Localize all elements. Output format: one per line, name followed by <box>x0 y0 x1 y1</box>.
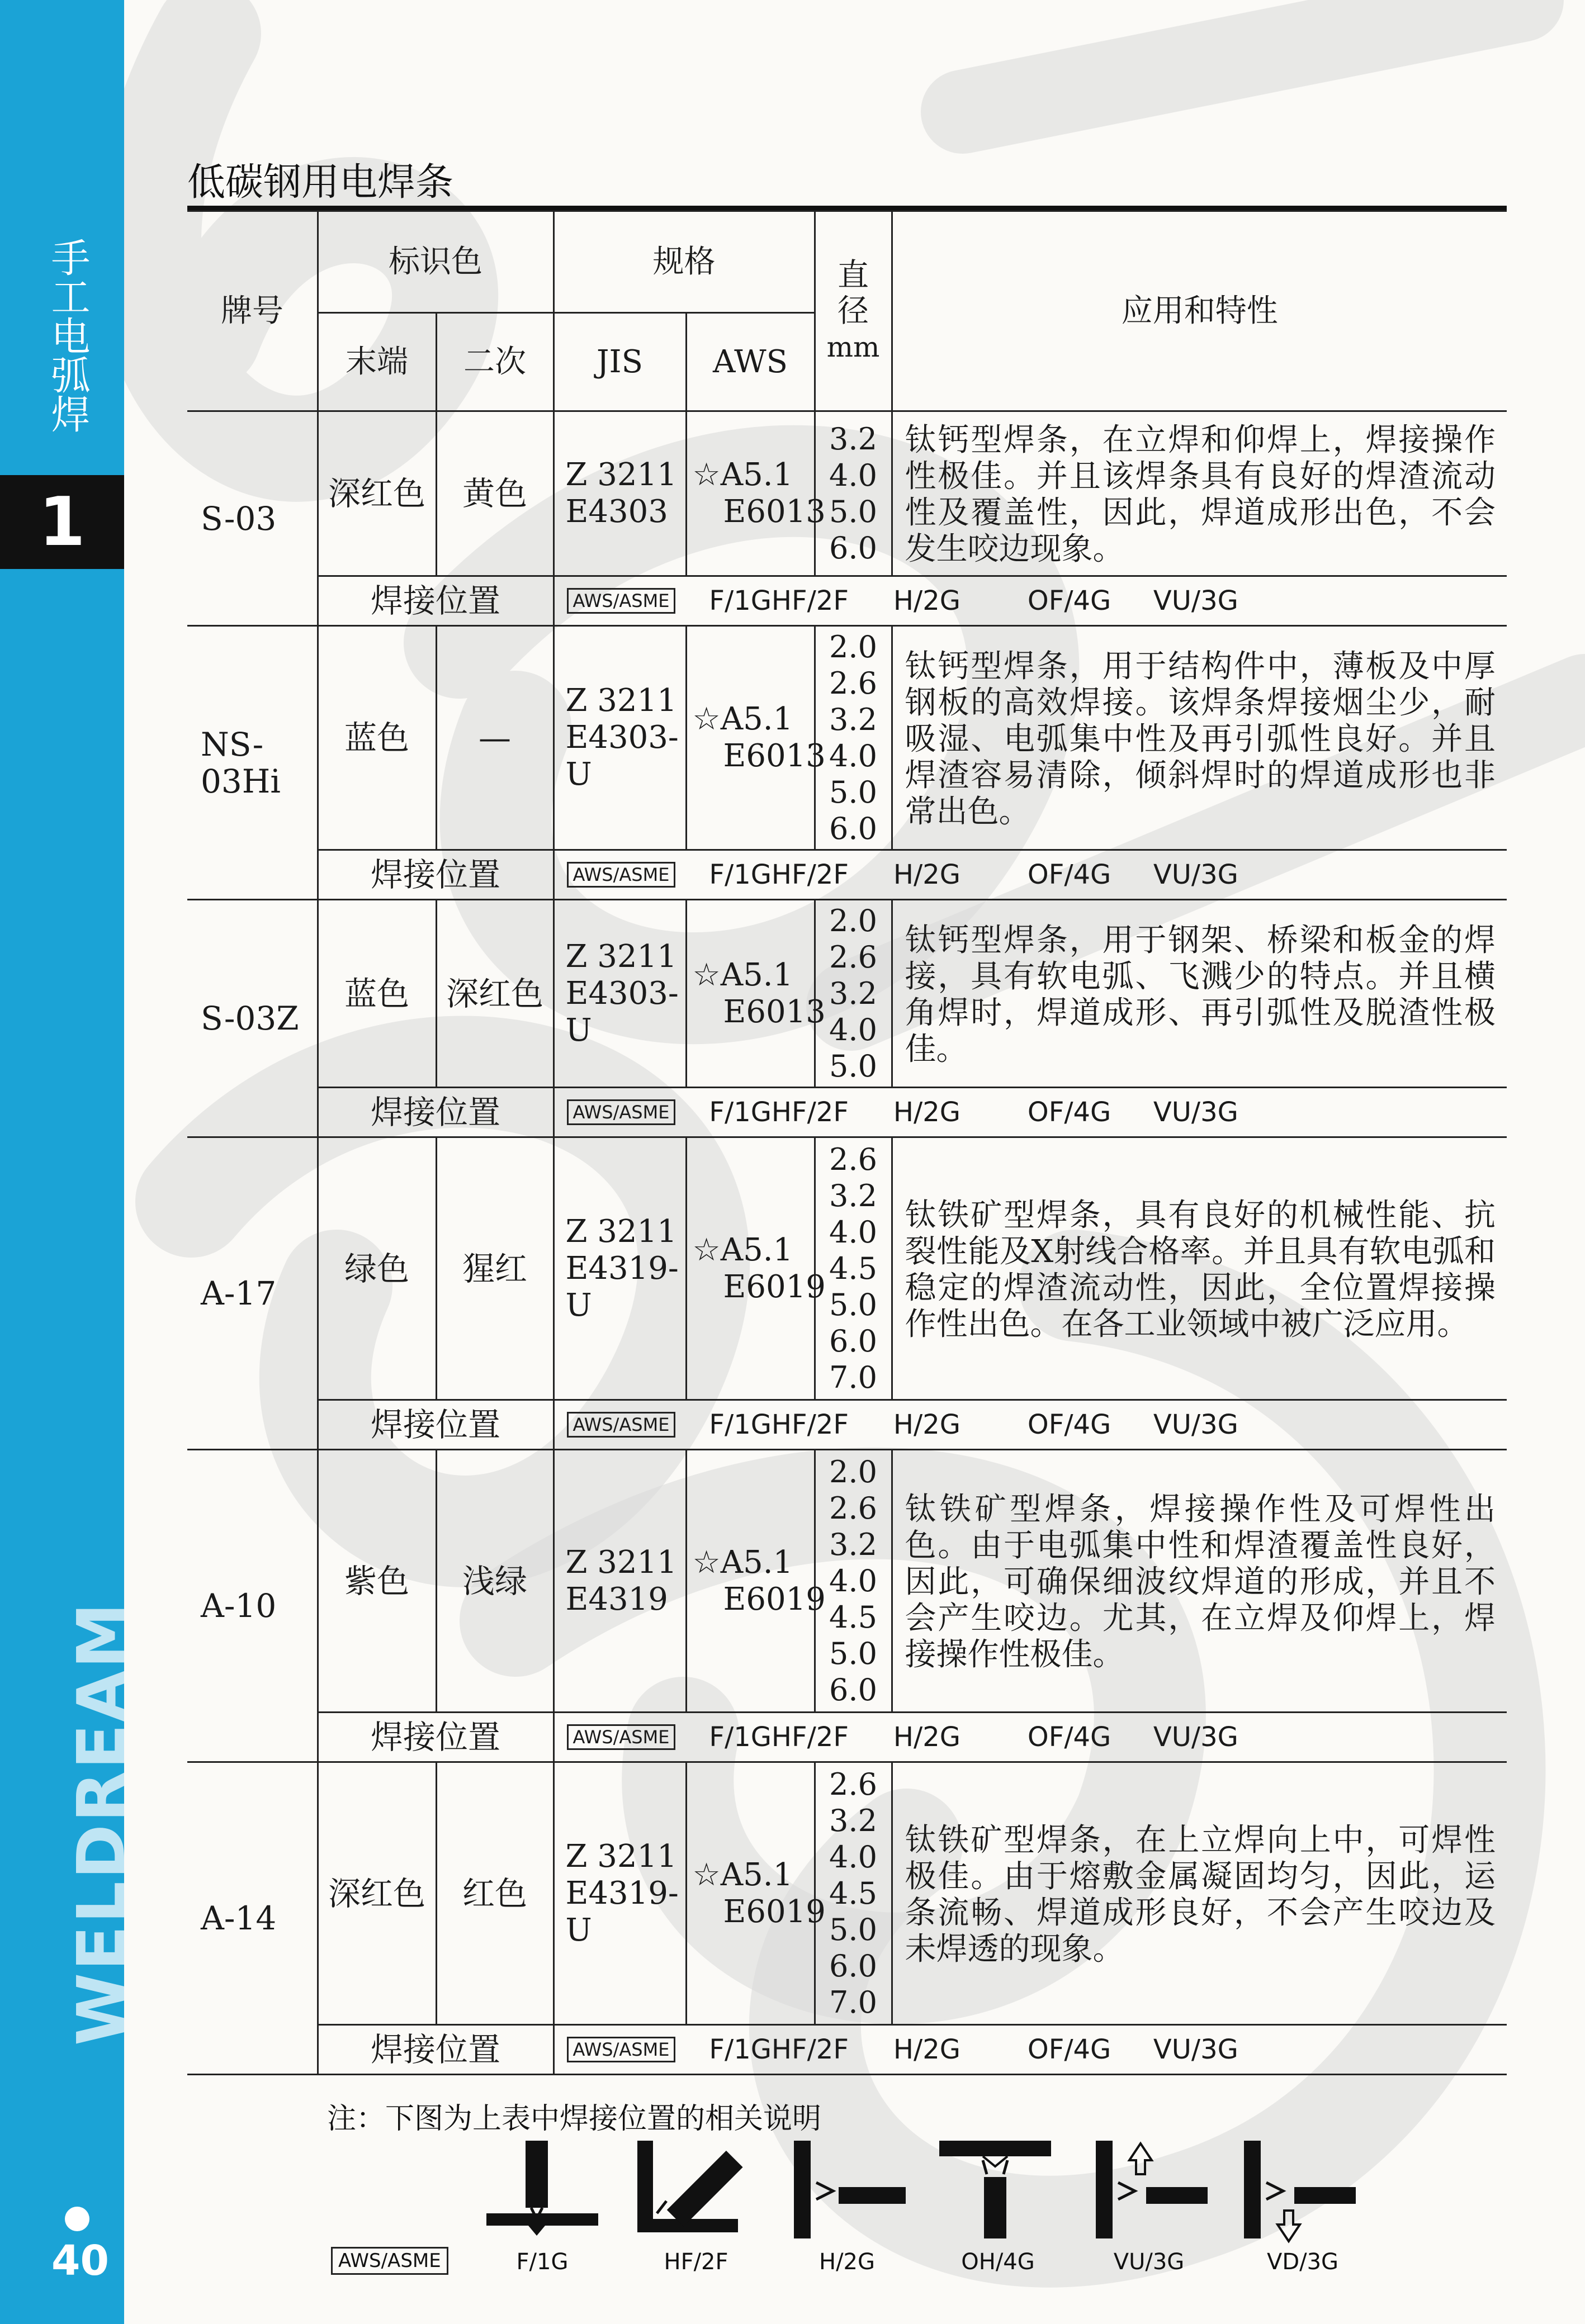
aws-cell <box>686 1137 826 1400</box>
position-of-4g: OF/4G <box>1027 1097 1111 1128</box>
section-title: 手工电弧焊 <box>45 238 91 433</box>
diameter-value: 3.2 <box>829 421 877 457</box>
aws-grade: E6019 <box>723 1268 826 1305</box>
position-h-2g: H/2G <box>893 585 961 616</box>
application-cell: 钛钙型焊条，用于钢架、桥梁和板金的焊接，具有软电弧、飞溅少的特点。并且横角焊时，焊道成形、再引弧性及脱渣性极佳。 <box>892 900 1507 1088</box>
aws-cell <box>686 900 826 1088</box>
position-h-2g: H/2G <box>893 2034 961 2065</box>
end-color-cell: 深红色 <box>318 1762 436 2025</box>
diagram-label-vu3g: VU/3G <box>1113 2249 1185 2275</box>
position-cell <box>553 1088 1507 1137</box>
diameter-cell <box>815 411 892 576</box>
position-of-4g: OF/4G <box>1027 1409 1111 1440</box>
diameter-cell <box>815 900 892 1088</box>
brand-logo: WELDREAM <box>63 1600 140 2046</box>
position-label: 焊接位置 <box>318 576 553 626</box>
jis-standard: Z 3211 <box>565 938 677 975</box>
diameter-value: 6.0 <box>829 530 877 566</box>
brand-cell: A-14 <box>187 1762 318 2075</box>
diameter-value: 3.2 <box>829 702 877 737</box>
f1g-diagram <box>481 2135 604 2247</box>
position-vu-3g: VU/3G <box>1153 2034 1238 2065</box>
position-label: 焊接位置 <box>318 850 553 900</box>
end-color-cell: 紫色 <box>318 1450 436 1713</box>
diameter-value: 4.0 <box>829 1839 877 1875</box>
electrode-spec-table <box>187 210 1507 2075</box>
diameter-value: 2.6 <box>829 1142 877 1177</box>
header-jis: JIS <box>553 313 686 411</box>
diagram-label-vd3g: VD/3G <box>1266 2249 1339 2275</box>
vd3g-diagram <box>1238 2135 1361 2247</box>
position-label: 焊接位置 <box>318 2025 553 2075</box>
position-row <box>187 1400 1507 1450</box>
jis-grade: E4303-U <box>565 719 679 793</box>
table-row <box>187 1450 1507 1713</box>
second-color-cell: 浅绿 <box>436 1450 553 1713</box>
second-color-cell: 黄色 <box>436 411 553 576</box>
page-number: 40 <box>51 2237 109 2285</box>
position-row <box>187 2025 1507 2075</box>
diameter-value: 4.0 <box>829 1563 877 1599</box>
header-marking-second: 二次 <box>436 313 553 411</box>
aws-asme-tag: AWS/ASME <box>567 2037 676 2062</box>
diameter-value: 4.5 <box>829 1876 877 1911</box>
position-f-1g: F/1G <box>709 585 772 616</box>
jis-grade: E4319-U <box>565 1250 679 1324</box>
diameter-value: 2.0 <box>829 903 877 938</box>
position-cell <box>553 2025 1507 2075</box>
second-color-cell: 红色 <box>436 1762 553 2025</box>
header-diameter <box>815 211 892 411</box>
diameter-value: 3.2 <box>829 1803 877 1838</box>
diameter-value: 6.0 <box>829 1324 877 1359</box>
aws-grade: E6013 <box>723 738 826 774</box>
diagram-label-hf2f: HF/2F <box>664 2249 728 2275</box>
position-vu-3g: VU/3G <box>1153 585 1238 616</box>
jis-standard: Z 3211 <box>565 1544 677 1581</box>
note-text: 注：下图为上表中焊接位置的相关说明 <box>327 2102 822 2136</box>
end-color-cell: 绿色 <box>318 1137 436 1400</box>
position-f-1g: F/1G <box>709 1097 772 1128</box>
header-brand: 牌号 <box>187 211 318 411</box>
diameter-value: 2.0 <box>829 1454 877 1490</box>
jis-standard: Z 3211 <box>565 682 677 719</box>
aws-cell <box>686 1762 826 2025</box>
end-color-cell: 蓝色 <box>318 626 436 850</box>
diameter-value: 5.0 <box>829 775 877 810</box>
header-marking-end: 末端 <box>318 313 436 411</box>
vu3g-diagram <box>1090 2135 1213 2247</box>
diameter-value: 2.6 <box>829 1491 877 1526</box>
position-vu-3g: VU/3G <box>1153 1409 1238 1440</box>
diameter-value: 4.5 <box>829 1600 877 1635</box>
header-aws: AWS <box>686 313 815 411</box>
jis-cell <box>553 1450 686 1713</box>
position-f-1g: F/1G <box>709 1721 772 1753</box>
jis-standard: Z 3211 <box>565 457 677 493</box>
brand-cell: S-03Z <box>187 900 318 1137</box>
position-hf-2f: HF/2F <box>771 859 849 890</box>
diameter-value: 2.6 <box>829 1767 877 1802</box>
table-row <box>187 1137 1507 1400</box>
header-diameter-label: 直径 <box>838 257 869 329</box>
diameter-value: 5.0 <box>829 1636 877 1671</box>
aws-cell <box>686 626 826 850</box>
application-cell: 钛钙型焊条，用于结构件中，薄板及中厚钢板的高效焊接。该焊条焊接烟尘少，耐吸湿、电弧集中性及再引弧性良好。并且焊渣容易清除，倾斜焊时的焊道成形也非常出色。 <box>892 626 1507 850</box>
diameter-value: 6.0 <box>829 811 877 846</box>
jis-cell <box>553 626 686 850</box>
jis-cell <box>553 900 686 1088</box>
position-vu-3g: VU/3G <box>1153 1721 1238 1753</box>
diameter-value: 4.0 <box>829 458 877 493</box>
header-marking-color: 标识色 <box>318 211 553 313</box>
position-label: 焊接位置 <box>318 1400 553 1450</box>
diagram-label-h2g: H/2G <box>819 2249 875 2275</box>
table-row <box>187 626 1507 850</box>
aws-asme-tag: AWS/ASME <box>567 1099 676 1125</box>
diameter-cell <box>815 1762 892 2025</box>
diameter-value: 3.2 <box>829 1178 877 1213</box>
title-rule <box>187 206 1507 210</box>
chapter-number: 1 <box>0 475 124 569</box>
position-vu-3g: VU/3G <box>1153 859 1238 890</box>
aws-grade: E6013 <box>723 993 826 1030</box>
header-diameter-unit: mm <box>826 330 880 363</box>
position-row <box>187 1713 1507 1762</box>
jis-cell <box>553 1762 686 2025</box>
diameter-value: 5.0 <box>829 494 877 529</box>
diameter-value: 4.0 <box>829 1215 877 1250</box>
jis-standard: Z 3211 <box>565 1213 677 1250</box>
aws-grade: E6019 <box>723 1581 826 1618</box>
jis-cell <box>553 1137 686 1400</box>
application-cell: 钛铁矿型焊条，焊接操作性及可焊性出色。由于电弧集中性和焊渣覆盖性良好，因此，可确保细波纹焊道的形成，并且不会产生咬边。尤其，在立焊及仰焊上，焊接操作性极佳。 <box>892 1450 1507 1713</box>
aws-cell <box>686 411 826 576</box>
jis-grade: E4319 <box>565 1581 668 1618</box>
oh4g-diagram <box>934 2135 1057 2247</box>
jis-grade: E4319-U <box>565 1875 679 1948</box>
position-of-4g: OF/4G <box>1027 585 1111 616</box>
brand-cell: A-17 <box>187 1137 318 1450</box>
position-vu-3g: VU/3G <box>1153 1097 1238 1128</box>
diameter-value: 5.0 <box>829 1287 877 1322</box>
position-cell <box>553 576 1507 626</box>
diagram-label-oh4g: OH/4G <box>961 2249 1035 2275</box>
diameter-value: 4.0 <box>829 738 877 774</box>
position-f-1g: F/1G <box>709 859 772 890</box>
aws-standard: ☆A5.1 <box>692 1856 793 1893</box>
position-of-4g: OF/4G <box>1027 1721 1111 1753</box>
diameter-value: 6.0 <box>829 1948 877 1984</box>
aws-standard: ☆A5.1 <box>692 1231 793 1268</box>
diameter-value: 7.0 <box>829 1360 877 1395</box>
diameter-value: 4.5 <box>829 1251 877 1286</box>
brand-cell: S-03 <box>187 411 318 626</box>
end-color-cell: 深红色 <box>318 411 436 576</box>
aws-standard: ☆A5.1 <box>692 956 793 993</box>
aws-asme-tag: AWS/ASME <box>567 862 676 888</box>
second-color-cell: — <box>436 626 553 850</box>
diameter-value: 3.2 <box>829 976 877 1011</box>
position-cell <box>553 1400 1507 1450</box>
position-hf-2f: HF/2F <box>771 585 849 616</box>
jis-cell <box>553 411 686 576</box>
diameter-value: 7.0 <box>829 1985 877 2020</box>
position-f-1g: F/1G <box>709 2034 772 2065</box>
table-row <box>187 1762 1507 2025</box>
application-cell: 钛铁矿型焊条，具有良好的机械性能、抗裂性能及X射线合格率。并且具有软电弧和稳定的焊渣流动性，因此，全位置焊接操作性出色。在各工业领域中被广泛应用。 <box>892 1137 1507 1400</box>
aws-asme-tag: AWS/ASME <box>567 1724 676 1750</box>
header-application: 应用和特性 <box>892 211 1507 411</box>
second-color-cell: 猩红 <box>436 1137 553 1400</box>
aws-grade: E6013 <box>723 494 826 530</box>
aws-grade: E6019 <box>723 1893 826 1930</box>
end-color-cell: 蓝色 <box>318 900 436 1088</box>
diameter-value: 2.6 <box>829 940 877 975</box>
diameter-value: 2.6 <box>829 666 877 701</box>
position-row <box>187 1088 1507 1137</box>
position-h-2g: H/2G <box>893 1721 961 1753</box>
diameter-value: 6.0 <box>829 1672 877 1708</box>
diagram-label-f1g: F/1G <box>516 2249 569 2275</box>
diameter-cell <box>815 1450 892 1713</box>
position-hf-2f: HF/2F <box>771 2034 849 2065</box>
position-row <box>187 850 1507 900</box>
diameter-cell <box>815 626 892 850</box>
position-row <box>187 576 1507 626</box>
second-color-cell: 深红色 <box>436 900 553 1088</box>
page-title: 低碳钢用电焊条 <box>187 160 454 205</box>
position-f-1g: F/1G <box>709 1409 772 1440</box>
hf2f-diagram <box>632 2135 755 2247</box>
aws-standard: ☆A5.1 <box>692 457 793 493</box>
h2g-diagram <box>788 2135 911 2247</box>
aws-asme-tag: AWS/ASME <box>331 2247 448 2275</box>
position-cell <box>553 850 1507 900</box>
jis-grade: E4303-U <box>565 975 679 1049</box>
diameter-value: 2.0 <box>829 629 877 665</box>
page-dot <box>65 2207 89 2231</box>
table-row <box>187 411 1507 576</box>
position-label: 焊接位置 <box>318 1088 553 1137</box>
position-of-4g: OF/4G <box>1027 2034 1111 2065</box>
position-of-4g: OF/4G <box>1027 859 1111 890</box>
position-cell <box>553 1713 1507 1762</box>
jis-grade: E4303 <box>565 494 668 530</box>
position-hf-2f: HF/2F <box>771 1409 849 1440</box>
brand-cell: A-10 <box>187 1450 318 1762</box>
position-hf-2f: HF/2F <box>771 1097 849 1128</box>
position-hf-2f: HF/2F <box>771 1721 849 1753</box>
aws-cell <box>686 1450 826 1713</box>
position-h-2g: H/2G <box>893 1409 961 1440</box>
position-label: 焊接位置 <box>318 1713 553 1762</box>
position-h-2g: H/2G <box>893 859 961 890</box>
brand-cell: NS-03Hi <box>187 626 318 900</box>
aws-standard: ☆A5.1 <box>692 701 793 737</box>
position-h-2g: H/2G <box>893 1097 961 1128</box>
header-spec: 规格 <box>553 211 815 313</box>
diameter-value: 3.2 <box>829 1527 877 1562</box>
aws-asme-tag: AWS/ASME <box>567 588 676 614</box>
table-row <box>187 900 1507 1088</box>
diameter-value: 5.0 <box>829 1912 877 1947</box>
aws-standard: ☆A5.1 <box>692 1544 793 1581</box>
diameter-value: 4.0 <box>829 1012 877 1047</box>
jis-standard: Z 3211 <box>565 1838 677 1875</box>
application-cell: 钛铁矿型焊条，在上立焊向上中，可焊性极佳。由于熔敷金属凝固均匀，因此，运条流畅、焊道成形良好，不会产生咬边及未焊透的现象。 <box>892 1762 1507 2025</box>
application-cell: 钛钙型焊条，在立焊和仰焊上，焊接操作性极佳。并且该焊条具有良好的焊渣流动性及覆盖性，因此，焊道成形出色，不会发生咬边现象。 <box>892 411 1507 576</box>
diameter-value: 5.0 <box>829 1049 877 1084</box>
diameter-cell <box>815 1137 892 1400</box>
aws-asme-tag: AWS/ASME <box>567 1412 676 1438</box>
